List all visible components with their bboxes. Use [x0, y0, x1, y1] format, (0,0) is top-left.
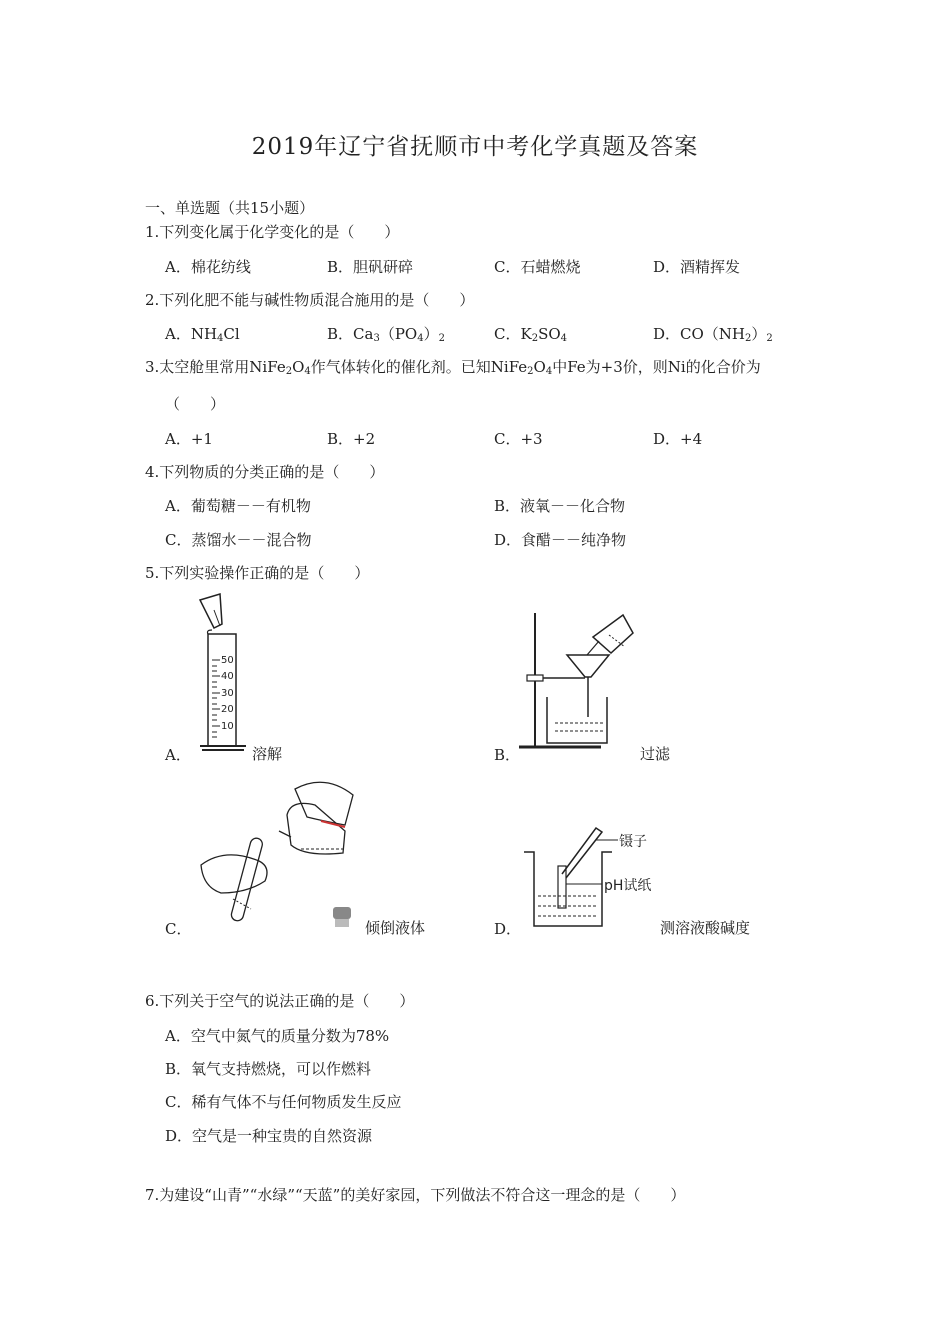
q2-option-b[interactable]: [327, 323, 445, 344]
q3-p2: O: [292, 358, 305, 376]
label-tweezers: 镊子: [619, 834, 647, 850]
q3-option-a[interactable]: A．+1: [165, 430, 213, 448]
q5-option-d-caption: 测溶液酸碱度: [660, 919, 751, 937]
q3-s4: 4: [545, 366, 553, 377]
q3-option-d[interactable]: D．+4: [653, 430, 703, 448]
q2b-post: ）: [423, 325, 439, 343]
q2c-pre: C．K: [494, 325, 532, 343]
figure-a-graduated-cylinder: [190, 592, 260, 757]
page-title: 2019年辽宁省抚顺市中考化学真题及答案: [251, 134, 699, 160]
question-2-stem: 2.下列化肥不能与碱性物质混合施用的是（ ）: [145, 291, 475, 309]
q2a-sub: 4: [217, 333, 224, 344]
q3-p3: 作气体转化的催化剂。已知NiFe: [310, 358, 528, 376]
cylinder-tick-10: 10: [221, 721, 234, 732]
q2-option-d[interactable]: [653, 323, 773, 344]
q2c-sub1: 2: [531, 333, 539, 344]
question-6-stem: 6.下列关于空气的说法正确的是（ ）: [145, 992, 415, 1010]
q5-option-b-letter[interactable]: B．: [494, 746, 521, 764]
q3-s1: 2: [285, 366, 293, 377]
cylinder-tick-30: 30: [221, 688, 234, 699]
question-1-stem: 1.下列变化属于化学变化的是（ ）: [145, 223, 400, 241]
q5-option-a-caption: 溶解: [252, 745, 283, 763]
q3-s3: 2: [527, 366, 534, 377]
q3-option-c[interactable]: C．+3: [494, 430, 543, 448]
cylinder-tick-20: 20: [221, 704, 234, 715]
q3-p1: 3.太空舱里常用NiFe: [145, 358, 286, 376]
q2b-sub1: 3: [373, 333, 380, 344]
q2-option-c[interactable]: [494, 323, 567, 344]
q2b-mid: （PO: [379, 325, 418, 343]
question-5-stem: 5.下列实验操作正确的是（ ）: [145, 564, 370, 582]
q4-option-b[interactable]: B．液氧－－化合物: [494, 497, 626, 515]
q3-s2: 4: [304, 366, 311, 377]
q2d-post: ）: [751, 325, 767, 343]
q2d-sub1: 2: [745, 333, 752, 344]
q2b-sub2: 4: [417, 333, 424, 344]
q1-option-b[interactable]: B．胆矾研碎: [327, 258, 414, 276]
q4-option-d[interactable]: D．食醋－－纯净物: [494, 531, 627, 549]
q3-option-b[interactable]: B．+2: [327, 430, 376, 448]
q2c-mid: SO: [538, 325, 561, 343]
q1-option-a[interactable]: A．棉花纺线: [165, 258, 251, 276]
question-7-stem: 7.为建设“山青”“水绿”“天蓝”的美好家园，下列做法不符合这一理念的是（ ）: [145, 1186, 686, 1204]
q5-option-c-letter[interactable]: C．: [165, 920, 192, 938]
q3-p5: 中Fe为+3价，则Ni的化合价为: [552, 358, 761, 376]
q6-option-b[interactable]: B．氧气支持燃烧，可以作燃料: [165, 1060, 372, 1078]
question-3-blank: （ ）: [165, 395, 226, 413]
q2c-sub2: 4: [560, 333, 568, 344]
section-heading: 一、单选题（共15小题）: [145, 199, 315, 217]
label-ph-paper: pH试纸: [604, 878, 652, 894]
q1-option-d[interactable]: D．酒精挥发: [653, 258, 741, 276]
cylinder-tick-40: 40: [221, 671, 234, 682]
q5-option-a-letter[interactable]: A．: [165, 746, 191, 764]
figure-d-ph-test: [520, 822, 660, 932]
q4-option-c[interactable]: C．蒸馏水－－混合物: [165, 531, 312, 549]
figure-b-filtration: [515, 605, 640, 755]
q5-option-d-letter[interactable]: D．: [494, 920, 522, 938]
q1-option-c[interactable]: C．石蜡燃烧: [494, 258, 581, 276]
q6-option-c[interactable]: C．稀有气体不与任何物质发生反应: [165, 1093, 402, 1111]
q5-option-b-caption: 过滤: [640, 745, 671, 763]
q2b-pre: B．Ca: [327, 325, 374, 343]
q2d-sub2: 2: [766, 333, 773, 344]
q2a-pre: A．NH: [165, 325, 218, 343]
q2-option-a[interactable]: [165, 323, 240, 344]
q6-option-d[interactable]: D．空气是一种宝贵的自然资源: [165, 1127, 373, 1145]
question-3-stem: [145, 356, 761, 377]
q4-option-a[interactable]: A．葡萄糖－－有机物: [165, 497, 311, 515]
q2b-sub3: 2: [438, 333, 445, 344]
cylinder-tick-50: 50: [221, 655, 234, 666]
q5-option-c-caption: 倾倒液体: [365, 919, 426, 937]
q2d-pre: D．CO（NH: [653, 325, 746, 343]
figure-c-pouring-liquid: [195, 775, 365, 935]
q2a-post: Cl: [223, 325, 240, 343]
question-4-stem: 4.下列物质的分类正确的是（ ）: [145, 463, 385, 481]
q3-p4: O: [533, 358, 546, 376]
q6-option-a[interactable]: A．空气中氮气的质量分数为78%: [165, 1027, 390, 1045]
